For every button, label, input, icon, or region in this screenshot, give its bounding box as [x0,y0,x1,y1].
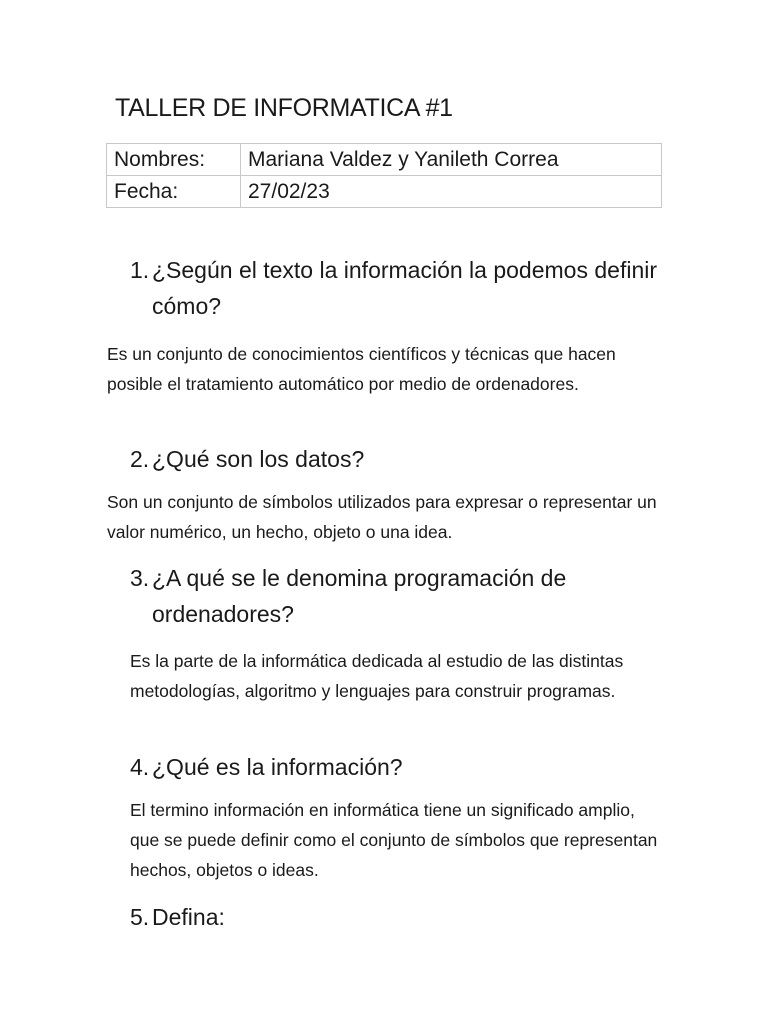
question-5-number: 5. [130,904,150,930]
question-1-number: 1. [130,257,150,283]
question-1-text: ¿Según el texto la información la podemos definir cómo? [152,257,658,319]
question-2-text: ¿Qué son los datos? [152,446,365,472]
date-label: Fecha: [107,176,241,208]
question-2-number: 2. [130,446,150,472]
question-4-number: 4. [130,754,150,780]
document-title: TALLER DE INFORMATICA #1 [115,94,453,122]
answer-2: Son un conjunto de símbolos utilizados para expresar o representar un valor numérico, un hecho, objeto o una idea. [107,492,657,542]
question-4-text: ¿Qué es la información? [152,754,403,780]
names-value: Mariana Valdez y Yanileth Correa [241,144,662,176]
info-row-names [107,144,662,176]
answer-4: El termino información en informática tiene un significado amplio, que se puede definir como el conjunto de símbolos que representan hechos, objetos o ideas. [130,800,658,880]
question-5-text: Defina: [152,904,225,930]
names-label: Nombres: [107,144,241,176]
question-3-text: ¿A qué se le denomina programación de ordenadores? [152,565,567,627]
question-3-number: 3. [130,565,150,591]
info-table [106,143,662,208]
answer-3: Es la parte de la informática dedicada al estudio de las distintas metodologías, algoritmo y lenguajes para construir programas. [130,651,624,701]
date-value: 27/02/23 [241,176,662,208]
info-row-date [107,176,662,208]
answer-1: Es un conjunto de conocimientos científicos y técnicas que hacen posible el tratamiento automático por medio de ordenadores. [107,344,616,394]
